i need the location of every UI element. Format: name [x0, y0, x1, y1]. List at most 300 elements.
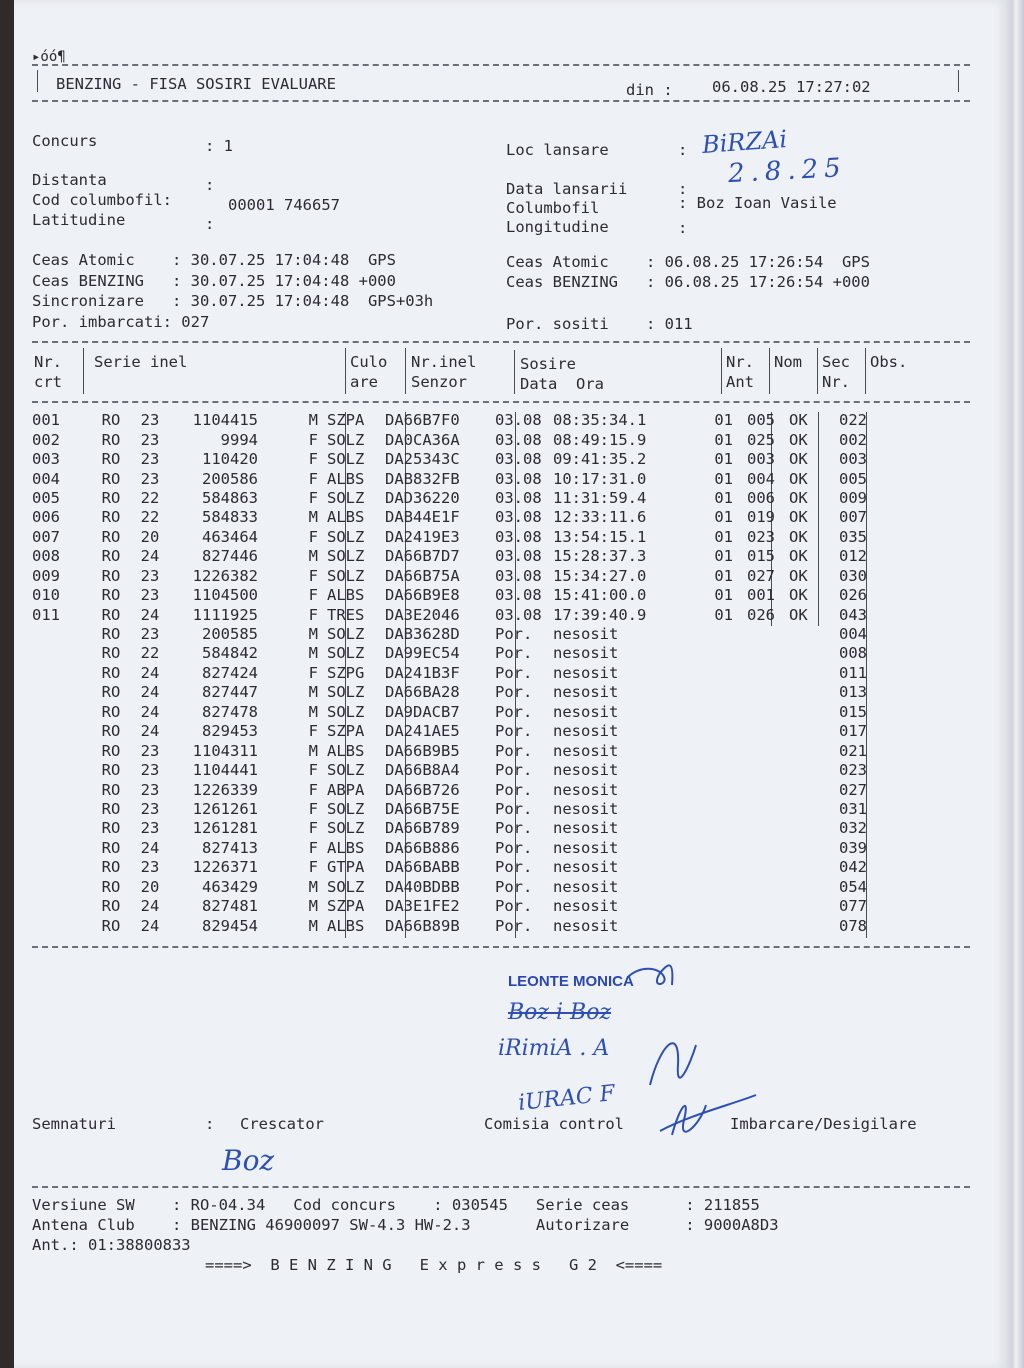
- cell-ring-number: 1261281: [192, 819, 258, 838]
- table-row: [32, 528, 899, 547]
- data-lansarii-label: Data lansarii: [506, 180, 628, 198]
- cell-sex: M: [308, 702, 318, 721]
- cell-sec-nr: OK: [789, 469, 808, 488]
- col-crt-header: crt: [34, 373, 62, 391]
- table-bottom-rule: [32, 946, 970, 948]
- cell-sensor-id: DA66B8A4: [385, 761, 460, 780]
- cell-country: RO: [101, 858, 121, 877]
- cell-arrival-time: 15:28:37.3: [553, 547, 647, 566]
- cell-country: RO: [101, 761, 121, 780]
- cell-sensor-id: DA2419E3: [385, 527, 460, 546]
- table-row: [32, 411, 899, 430]
- cell-ring-number: 829453: [202, 722, 258, 741]
- col-sep-6: [769, 348, 770, 394]
- cell-color: SOLZ: [327, 488, 365, 507]
- cell-color: SZPA: [327, 897, 365, 916]
- table-row: [32, 916, 899, 935]
- cell-color: ABPA: [327, 780, 365, 799]
- distanta-label: Distanta: [32, 171, 107, 189]
- cell-ring-number: 1111925: [192, 605, 258, 624]
- cell-year: 23: [140, 411, 160, 430]
- cell-obs: 078: [839, 916, 867, 935]
- col-culoare-header-2: are: [350, 373, 378, 391]
- cell-arrival-date: Por.: [495, 741, 533, 760]
- cell-sensor-id: DA66BABB: [385, 858, 460, 877]
- col-data-ora-header: Data Ora: [520, 375, 604, 393]
- cell-nr-crt: [32, 703, 94, 722]
- table-row: [32, 644, 899, 663]
- cell-ring-number: 827446: [202, 547, 258, 566]
- cell-year: 23: [140, 761, 160, 780]
- cell-arrival-date: Por.: [495, 625, 533, 644]
- cell-sex: F: [308, 566, 318, 585]
- cell-country: RO: [101, 411, 121, 430]
- cell-antenna-nr: [693, 878, 739, 897]
- cell-arrival-time: nesosit: [553, 799, 619, 818]
- cell-country: RO: [101, 586, 121, 605]
- porumbei-imbarcati: Por. imbarcati: 027: [32, 313, 210, 331]
- cell-ring-number: 584833: [202, 508, 258, 527]
- cell-sensor-id: DA66B886: [385, 838, 460, 857]
- cell-sensor-id: DA40BDBB: [385, 877, 460, 896]
- cell-obs: 022: [839, 411, 867, 430]
- longitudine-value: :: [678, 219, 688, 237]
- imbarcare-desigilare-label: Imbarcare/Desigilare: [730, 1115, 917, 1133]
- col-culoare-header: Culo: [350, 353, 388, 371]
- col-sec-header: Sec: [822, 353, 850, 371]
- cell-country: RO: [101, 702, 121, 721]
- print-marker: ▸óó¶: [32, 49, 66, 65]
- cell-obs: 017: [839, 722, 867, 741]
- cell-sex: F: [308, 488, 318, 507]
- columbofil-name: : Boz Ioan Vasile: [678, 194, 837, 212]
- cell-sec-nr: [783, 741, 833, 760]
- footer-top-rule: [32, 1186, 970, 1188]
- cell-color: ALBS: [327, 586, 365, 605]
- cell-nr-crt: [32, 916, 94, 935]
- cell-year: 24: [140, 605, 160, 624]
- cell-ring-number: 827478: [202, 702, 258, 721]
- col-obs-header: Obs.: [870, 353, 908, 371]
- cell-country: RO: [101, 605, 121, 624]
- cell-arrival-date: Por.: [495, 683, 533, 702]
- cell-sex: F: [308, 605, 318, 624]
- loc-lansare-label: Loc lansare: [506, 141, 609, 159]
- cell-nr-crt: [32, 839, 94, 858]
- latitudine-label: Latitudine: [32, 211, 126, 229]
- cell-nom: [739, 780, 783, 799]
- cell-sensor-id: DA66B75E: [385, 799, 460, 818]
- table-row: [32, 741, 899, 760]
- cell-nom: 005: [747, 411, 775, 430]
- data-lansarii-colon: :: [678, 180, 688, 198]
- cell-sensor-id: DA66B726: [385, 780, 460, 799]
- cell-color: SOLZ: [327, 527, 365, 546]
- cell-year: 20: [140, 527, 160, 546]
- cell-ring-number: 463429: [202, 877, 258, 896]
- cell-sec-nr: [783, 897, 833, 916]
- table-row: [32, 489, 899, 508]
- cell-antenna-nr: [693, 800, 739, 819]
- cell-nr-crt: [32, 741, 94, 760]
- cell-country: RO: [101, 508, 121, 527]
- table-row: [32, 780, 899, 799]
- leonte-monica-stamp: LEONTE MONICA: [508, 973, 634, 990]
- comisia-control-label: Comisia control: [484, 1115, 624, 1133]
- cell-arrival-time: 15:41:00.0: [553, 586, 647, 605]
- cell-nom: [739, 644, 783, 663]
- report-date: 06.08.25 17:27:02: [712, 78, 871, 96]
- cell-sensor-id: DA3E2046: [385, 605, 460, 624]
- cell-sensor-id: DA66B7D7: [385, 547, 460, 566]
- cell-sex: F: [308, 430, 318, 449]
- cell-year: 24: [140, 547, 160, 566]
- cell-obs: 032: [839, 819, 867, 838]
- cell-antenna-nr: [693, 664, 739, 683]
- cell-arrival-time: nesosit: [553, 819, 619, 838]
- cell-arrival-time: nesosit: [553, 644, 619, 663]
- cell-sec-nr: [783, 683, 833, 702]
- cell-ring-number: 9994: [220, 430, 258, 449]
- cell-country: RO: [101, 450, 121, 469]
- cell-arrival-date: Por.: [495, 858, 533, 877]
- table-row: [32, 547, 899, 566]
- cell-sec-nr: OK: [789, 566, 808, 585]
- cell-nom: 001: [747, 586, 775, 605]
- cell-arrival-time: nesosit: [553, 722, 619, 741]
- cell-nom: [739, 800, 783, 819]
- cell-nr-crt: 008: [32, 547, 60, 566]
- cell-country: RO: [101, 819, 121, 838]
- cell-arrival-date: Por.: [495, 702, 533, 721]
- cell-ring-number: 1226382: [192, 566, 258, 585]
- cell-color: ALBS: [327, 838, 365, 857]
- cell-sensor-id: DA66B89B: [385, 916, 460, 935]
- cell-sex: F: [308, 819, 318, 838]
- handwritten-irimia: iRimiA . A: [498, 1036, 610, 1061]
- data-lansarii-handwritten: 2.8.25: [727, 152, 848, 190]
- cell-sec-nr: [783, 800, 833, 819]
- cell-sec-nr: OK: [789, 488, 808, 507]
- cell-nom: 004: [747, 469, 775, 488]
- col-ant-header: Ant: [726, 373, 754, 391]
- ceas-atomic-lansare: Ceas Atomic : 30.07.25 17:04:48 GPS: [32, 251, 396, 269]
- cell-obs: 023: [839, 761, 867, 780]
- cell-antenna-nr: [693, 839, 739, 858]
- loc-lansare-handwritten: BiRZAi: [701, 125, 788, 159]
- cell-year: 24: [140, 897, 160, 916]
- cell-color: SOLZ: [327, 547, 365, 566]
- cell-arrival-time: nesosit: [553, 780, 619, 799]
- col-senzor-header: Senzor: [411, 373, 467, 391]
- cell-arrival-time: 13:54:15.1: [553, 527, 647, 546]
- footer-ant-line: Ant.: 01:38800833: [32, 1236, 191, 1254]
- cell-nr-crt: [32, 897, 94, 916]
- cell-nr-crt: [32, 858, 94, 877]
- cell-sensor-id: DAD36220: [385, 488, 460, 507]
- cell-color: ALBS: [327, 508, 365, 527]
- cell-ring-number: 1226339: [192, 780, 258, 799]
- cell-nr-crt: [32, 722, 94, 741]
- cell-nom: 003: [747, 450, 775, 469]
- ceas-benzing-lansare: Ceas BENZING : 30.07.25 17:04:48 +000: [32, 272, 396, 290]
- cell-color: SOLZ: [327, 625, 365, 644]
- cell-arrival-date: 03.08: [495, 605, 542, 624]
- ceas-benzing-sosire: Ceas BENZING : 06.08.25 17:26:54 +000: [506, 273, 870, 291]
- col-sep-3: [405, 348, 406, 394]
- cell-obs: 027: [839, 780, 867, 799]
- cell-arrival-date: 03.08: [495, 469, 542, 488]
- cell-country: RO: [101, 469, 121, 488]
- table-row: [32, 625, 899, 644]
- cell-arrival-time: nesosit: [553, 897, 619, 916]
- cell-nr-crt: [32, 625, 94, 644]
- cell-antenna-nr: [693, 741, 739, 760]
- cell-ring-number: 827447: [202, 683, 258, 702]
- cell-obs: 008: [839, 644, 867, 663]
- cell-sensor-id: DA9DACB7: [385, 702, 460, 721]
- cell-sec-nr: [783, 858, 833, 877]
- cell-obs: 026: [839, 586, 867, 605]
- cell-sensor-id: DA66B789: [385, 819, 460, 838]
- table-row: [32, 430, 899, 449]
- cell-antenna-nr: 01: [714, 605, 733, 624]
- cell-arrival-date: 03.08: [495, 430, 542, 449]
- cell-sensor-id: DAB832FB: [385, 469, 460, 488]
- cell-ring-number: 200585: [202, 625, 258, 644]
- cell-arrival-time: nesosit: [553, 683, 619, 702]
- table-row: [32, 508, 899, 527]
- cell-sex: F: [308, 761, 318, 780]
- cell-ring-number: 1104500: [192, 586, 258, 605]
- cell-obs: 031: [839, 799, 867, 818]
- cell-arrival-time: nesosit: [553, 625, 619, 644]
- cell-antenna-nr: 01: [714, 430, 733, 449]
- cell-antenna-nr: [693, 916, 739, 935]
- cell-year: 23: [140, 858, 160, 877]
- cell-obs: 003: [839, 450, 867, 469]
- cell-arrival-date: 03.08: [495, 488, 542, 507]
- cell-country: RO: [101, 430, 121, 449]
- cell-sec-nr: [783, 625, 833, 644]
- cell-nr-crt: [32, 644, 94, 663]
- cell-year: 23: [140, 819, 160, 838]
- cell-country: RO: [101, 780, 121, 799]
- cell-color: SOLZ: [327, 683, 365, 702]
- cell-obs: 005: [839, 469, 867, 488]
- cell-sec-nr: OK: [789, 605, 808, 624]
- cell-obs: 054: [839, 877, 867, 896]
- cell-sec-nr: [783, 839, 833, 858]
- report-title: BENZING - FISA SOSIRI EVALUARE: [56, 75, 336, 93]
- table-row: [32, 664, 899, 683]
- cell-nom: [739, 897, 783, 916]
- cell-nr-crt: 002: [32, 430, 60, 449]
- cell-sex: M: [308, 877, 318, 896]
- col-nr-ant-header: Nr.: [726, 353, 754, 371]
- cell-arrival-date: 03.08: [495, 450, 542, 469]
- cell-antenna-nr: [693, 897, 739, 916]
- cell-nr-crt: [32, 780, 94, 799]
- cell-antenna-nr: 01: [714, 527, 733, 546]
- cell-antenna-nr: [693, 761, 739, 780]
- col-sep-2: [345, 348, 346, 394]
- semnaturi-colon: :: [205, 1115, 215, 1133]
- cell-antenna-nr: [693, 819, 739, 838]
- cell-ring-number: 110420: [202, 450, 258, 469]
- header-bottom-rule: [32, 100, 970, 102]
- table-row: [32, 819, 899, 838]
- cell-color: ALBS: [327, 741, 365, 760]
- cell-antenna-nr: [693, 644, 739, 663]
- cell-sec-nr: [783, 703, 833, 722]
- distanta-value: :: [205, 176, 215, 194]
- cell-color: ALBS: [327, 469, 365, 488]
- col-sep-8: [865, 348, 866, 394]
- cell-nr-crt: [32, 800, 94, 819]
- cell-antenna-nr: [693, 683, 739, 702]
- cell-country: RO: [101, 838, 121, 857]
- cell-ring-number: 829454: [202, 916, 258, 935]
- cell-color: SOLZ: [327, 450, 365, 469]
- cell-arrival-time: nesosit: [553, 663, 619, 682]
- cell-color: SOLZ: [327, 644, 365, 663]
- col-nom-header: Nom: [774, 353, 802, 371]
- header-top-rule: [32, 64, 970, 66]
- header-divider-rule: [32, 401, 970, 403]
- cell-sec-nr: OK: [789, 411, 808, 430]
- cell-arrival-time: 08:35:34.1: [553, 411, 647, 430]
- cell-sec-nr: [783, 644, 833, 663]
- table-row: [32, 761, 899, 780]
- cell-country: RO: [101, 897, 121, 916]
- latitudine-value: :: [205, 215, 215, 233]
- col-serie-inel-header: Serie inel: [94, 353, 188, 371]
- cell-nom: [739, 703, 783, 722]
- sincronizare: Sincronizare : 30.07.25 17:04:48 GPS+03h: [32, 292, 434, 310]
- cell-year: 23: [140, 780, 160, 799]
- cell-sex: F: [308, 858, 318, 877]
- cell-nr-crt: 009: [32, 566, 60, 585]
- cell-nr-crt: 006: [32, 508, 60, 527]
- cell-obs: 043: [839, 605, 867, 624]
- cell-ring-number: 1261261: [192, 799, 258, 818]
- cell-color: SOLZ: [327, 819, 365, 838]
- cell-sec-nr: [783, 780, 833, 799]
- cell-arrival-date: 03.08: [495, 586, 542, 605]
- cell-nom: [739, 664, 783, 683]
- cell-obs: 030: [839, 566, 867, 585]
- cell-sex: F: [308, 780, 318, 799]
- cell-sensor-id: DA241AE5: [385, 722, 460, 741]
- cell-obs: 042: [839, 858, 867, 877]
- cell-sex: M: [308, 547, 318, 566]
- ceas-atomic-sosire: Ceas Atomic : 06.08.25 17:26:54 GPS: [506, 253, 870, 271]
- cell-arrival-time: nesosit: [553, 858, 619, 877]
- cell-nom: [739, 916, 783, 935]
- cell-arrival-time: 17:39:40.9: [553, 605, 647, 624]
- cell-arrival-time: 09:41:35.2: [553, 450, 647, 469]
- cell-arrival-time: nesosit: [553, 916, 619, 935]
- table-row: [32, 878, 899, 897]
- cell-nom: [739, 858, 783, 877]
- cell-year: 22: [140, 488, 160, 507]
- cell-arrival-time: 11:31:59.4: [553, 488, 647, 507]
- cell-sensor-id: DA99EC54: [385, 644, 460, 663]
- cell-nr-crt: [32, 761, 94, 780]
- cell-sec-nr: OK: [789, 508, 808, 527]
- table-row: [32, 683, 899, 702]
- crescator-label: Crescator: [240, 1115, 324, 1133]
- cell-color: SZPG: [327, 663, 365, 682]
- cell-arrival-date: 03.08: [495, 566, 542, 585]
- cell-arrival-date: Por.: [495, 916, 533, 935]
- cell-arrival-time: 10:17:31.0: [553, 469, 647, 488]
- cell-sensor-id: DAB44E1F: [385, 508, 460, 527]
- cell-arrival-date: Por.: [495, 663, 533, 682]
- header-left-bar: [37, 70, 38, 92]
- col-sep-4: [514, 350, 515, 394]
- cell-ring-number: 463464: [202, 527, 258, 546]
- cell-country: RO: [101, 527, 121, 546]
- cell-sec-nr: OK: [789, 430, 808, 449]
- cell-color: ALBS: [327, 916, 365, 935]
- table-top-rule: [32, 341, 970, 343]
- cell-year: 22: [140, 508, 160, 527]
- cell-color: SZPA: [327, 411, 365, 430]
- col-sep-5: [721, 348, 722, 394]
- cell-country: RO: [101, 799, 121, 818]
- cell-sex: M: [308, 683, 318, 702]
- cell-obs: 011: [839, 663, 867, 682]
- concurs-label: Concurs: [32, 132, 98, 150]
- cell-sec-nr: [783, 878, 833, 897]
- cell-ring-number: 1104415: [192, 411, 258, 430]
- cell-sensor-id: DA3E1FE2: [385, 897, 460, 916]
- table-row: [32, 722, 899, 741]
- cell-year: 24: [140, 702, 160, 721]
- cell-nom: [739, 761, 783, 780]
- cell-arrival-time: 12:33:11.6: [553, 508, 647, 527]
- cell-arrival-date: Por.: [495, 819, 533, 838]
- cell-sec-nr: [783, 664, 833, 683]
- col-sosire-header: Sosire: [520, 355, 576, 373]
- cell-nr-crt: [32, 683, 94, 702]
- cell-sex: F: [308, 527, 318, 546]
- cell-obs: 007: [839, 508, 867, 527]
- cell-sec-nr: [783, 722, 833, 741]
- cell-ring-number: 200586: [202, 469, 258, 488]
- cell-sensor-id: DA66BA28: [385, 683, 460, 702]
- cell-sex: F: [308, 450, 318, 469]
- cell-sec-nr: OK: [789, 527, 808, 546]
- cell-sensor-id: DA66B7F0: [385, 411, 460, 430]
- cell-antenna-nr: [693, 703, 739, 722]
- cell-arrival-time: nesosit: [553, 877, 619, 896]
- table-row: [32, 839, 899, 858]
- cell-nr-crt: [32, 664, 94, 683]
- cell-nom: 015: [747, 547, 775, 566]
- cell-arrival-time: 15:34:27.0: [553, 566, 647, 585]
- cell-antenna-nr: 01: [714, 469, 733, 488]
- cell-arrival-date: 03.08: [495, 527, 542, 546]
- cell-arrival-time: nesosit: [553, 741, 619, 760]
- concurs-value: : 1: [205, 137, 233, 155]
- cell-year: 23: [140, 586, 160, 605]
- loc-lansare-colon: :: [678, 141, 688, 159]
- cell-country: RO: [101, 663, 121, 682]
- cell-country: RO: [101, 644, 121, 663]
